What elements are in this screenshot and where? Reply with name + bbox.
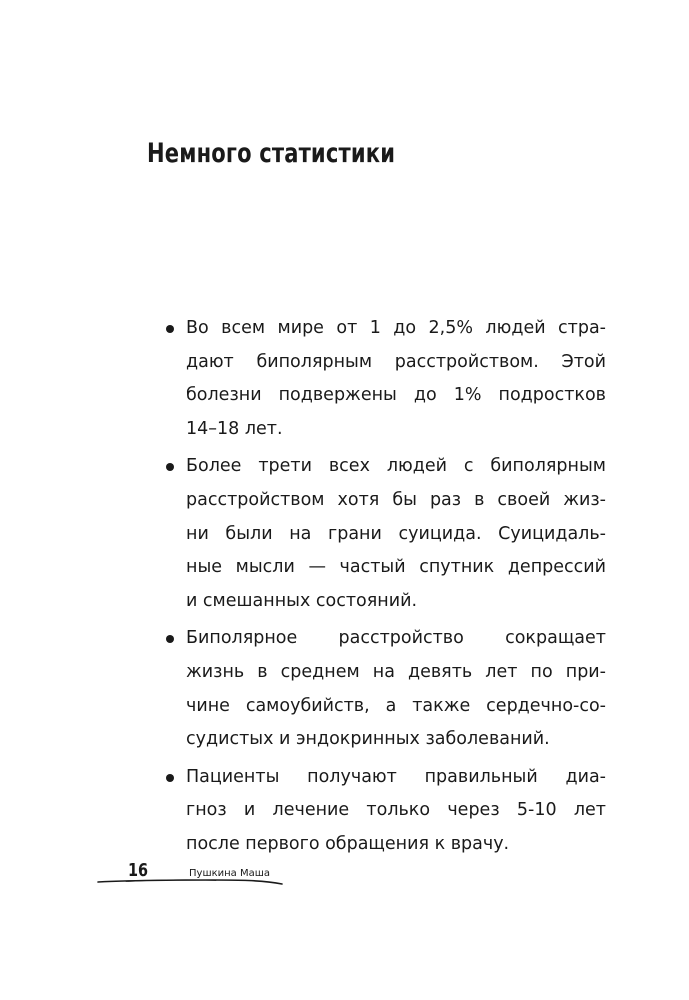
text-line: дают биполярным расстройством. Этой [186,351,606,372]
list-item [166,312,606,446]
list-item [166,450,606,618]
text-line: Более трети всех людей с биполярным [186,456,606,477]
text-line: Биполярное расстройство сокращает [186,628,606,649]
page-title: Немного статистики [147,138,396,169]
text-line: Пациенты получают правильный диа- [186,766,606,787]
page-footer [96,856,396,896]
text-line: Во всем мире от 1 до 2,5% людей стра- [186,318,606,338]
text-line: ни были на грани суицида. Суицидаль- [186,523,606,544]
page-number: 16 [128,860,149,881]
bullet-icon [166,635,174,643]
text-line: жизнь в среднем на девять лет по при- [186,661,606,682]
author-name: Пушкина Маша [189,868,271,879]
bullet-icon [166,463,174,471]
text-line: ные мысли — частый спутник депрессий [186,557,606,578]
text-line: после первого обращения к врачу. [186,833,510,854]
text-line: чине самоубийств, а также сердечно-со- [186,695,606,716]
text-line: 14–18 лет. [186,418,283,439]
text-line: гноз и лечение только через 5-10 лет [186,800,606,821]
text-line: болезни подвержены до 1% подростков [186,385,606,406]
text-line: расстройством хотя бы раз в своей жиз- [186,489,606,510]
list-item [166,622,606,756]
statistics-list [166,312,606,866]
bullet-icon [166,774,174,782]
bullet-icon [166,325,174,333]
text-line: и смешанных состояний. [186,590,418,611]
list-item [166,761,606,862]
text-line: судистых и эндокринных заболеваний. [186,729,550,750]
